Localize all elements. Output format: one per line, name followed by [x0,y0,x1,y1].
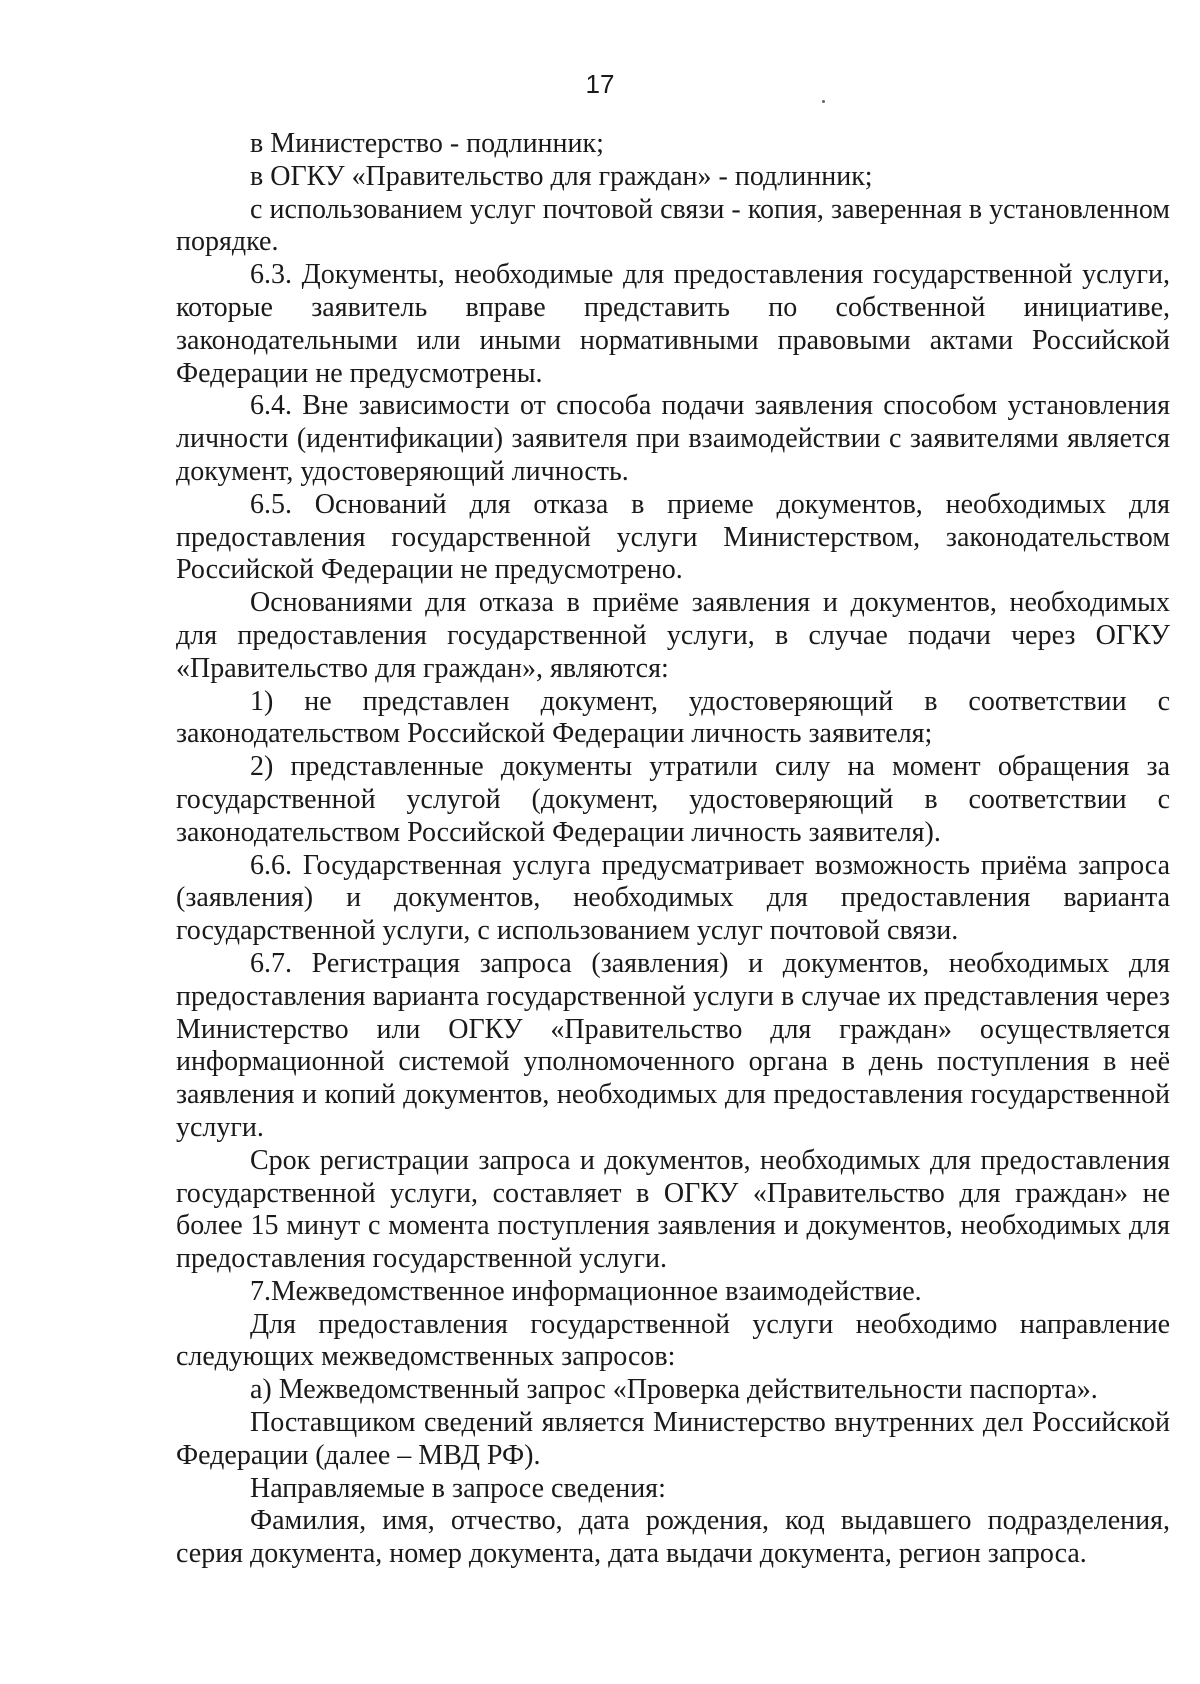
scan-speck [822,100,825,103]
paragraph-registration-term: Срок регистрации запроса и документов, необходимых для предоставления государственной услуги, составляет в ОГКУ «Правительство для граждан» не более 15 минут с момента поступления заявления и документов, необходимых для предоставления государственной услуги. [176,1144,1170,1275]
paragraph-6-7: 6.7. Регистрация запроса (заявления) и документов, необходимых для предоставления варианта государственной услуги в случае их представления через Министерство или ОГКУ «Правительство для граждан» осуществляется информационной системой уполномоченного органа в день поступления в неё заявления и копий документов, необходимых для предоставления государственной услуги. [176,947,1170,1143]
section-7-heading: 7.Межведомственное информационное взаимодействие. [250,1275,922,1307]
paragraph-ministry-original: в Министерство - подлинник; [250,128,604,159]
paragraph-6-5: 6.5. Оснований для отказа в приеме документов, необходимых для предоставления государственной услуги Министерством, законодательством Российской Федерации не предусмотрено. [176,488,1170,586]
paragraph-6-6: 6.6. Государственная услуга предусматривает возможность приёма запроса (заявления) и документов, необходимых для предоставления варианта государственной услуги, с использованием услуг почтовой связи. [176,849,1170,947]
paragraph-postal-copy: с использованием услуг почтовой связи - копия, заверенная в установленном порядке. [176,193,1170,258]
paragraph-6-4: 6.4. Вне зависимости от способа подачи заявления способом установления личности (идентификации) заявителя при взаимодействии с заявителями является документ, удостоверяющий личность. [176,390,1170,487]
paragraph-sent-data-heading: Направляемые в запросе сведения: [250,1472,666,1504]
document-body [176,128,1170,1571]
paragraph-sent-data-list: Фамилия, имя, отчество, дата рождения, код выдавшего подразделения, серия документа, номер документа, дата выдачи документа, регион запроса. [176,1505,1170,1570]
list-item-1: 1) не представлен документ, удостоверяющий в соответствии с законодательством Российской Федерации личность заявителя; [176,685,1170,750]
paragraph-6-3: 6.3. Документы, необходимые для предоставления государственной услуги, которые заявитель вправе представить по собственной инициативе, законодательными или иными нормативными правовыми актами Российской Федерации не предусмотрены. [176,259,1170,389]
paragraph-ogku-original: в ОГКУ «Правительство для граждан» - подлинник; [250,160,873,192]
page-number: 17 [585,69,615,99]
paragraph-provider: Поставщиком сведений является Министерство внутренних дел Российской Федерации (далее – МВД РФ). [176,1407,1170,1471]
paragraph-interagency-requests: Для предоставления государственной услуги необходимо направление следующих межведомственных запросов: [176,1308,1170,1373]
paragraph-request-a: а) Межведомственный запрос «Проверка действительности паспорта». [250,1374,1098,1406]
paragraph-refusal-grounds: Основаниями для отказа в приёме заявления и документов, необходимых для предоставления государственной услуги, в случае подачи через ОГКУ «Правительство для граждан», являются: [176,587,1170,684]
list-item-2: 2) представленные документы утратили силу на момент обращения за государственной услугой (документ, удостоверяющий в соответствии с законодательством Российской Федерации личность заявителя). [176,751,1170,848]
